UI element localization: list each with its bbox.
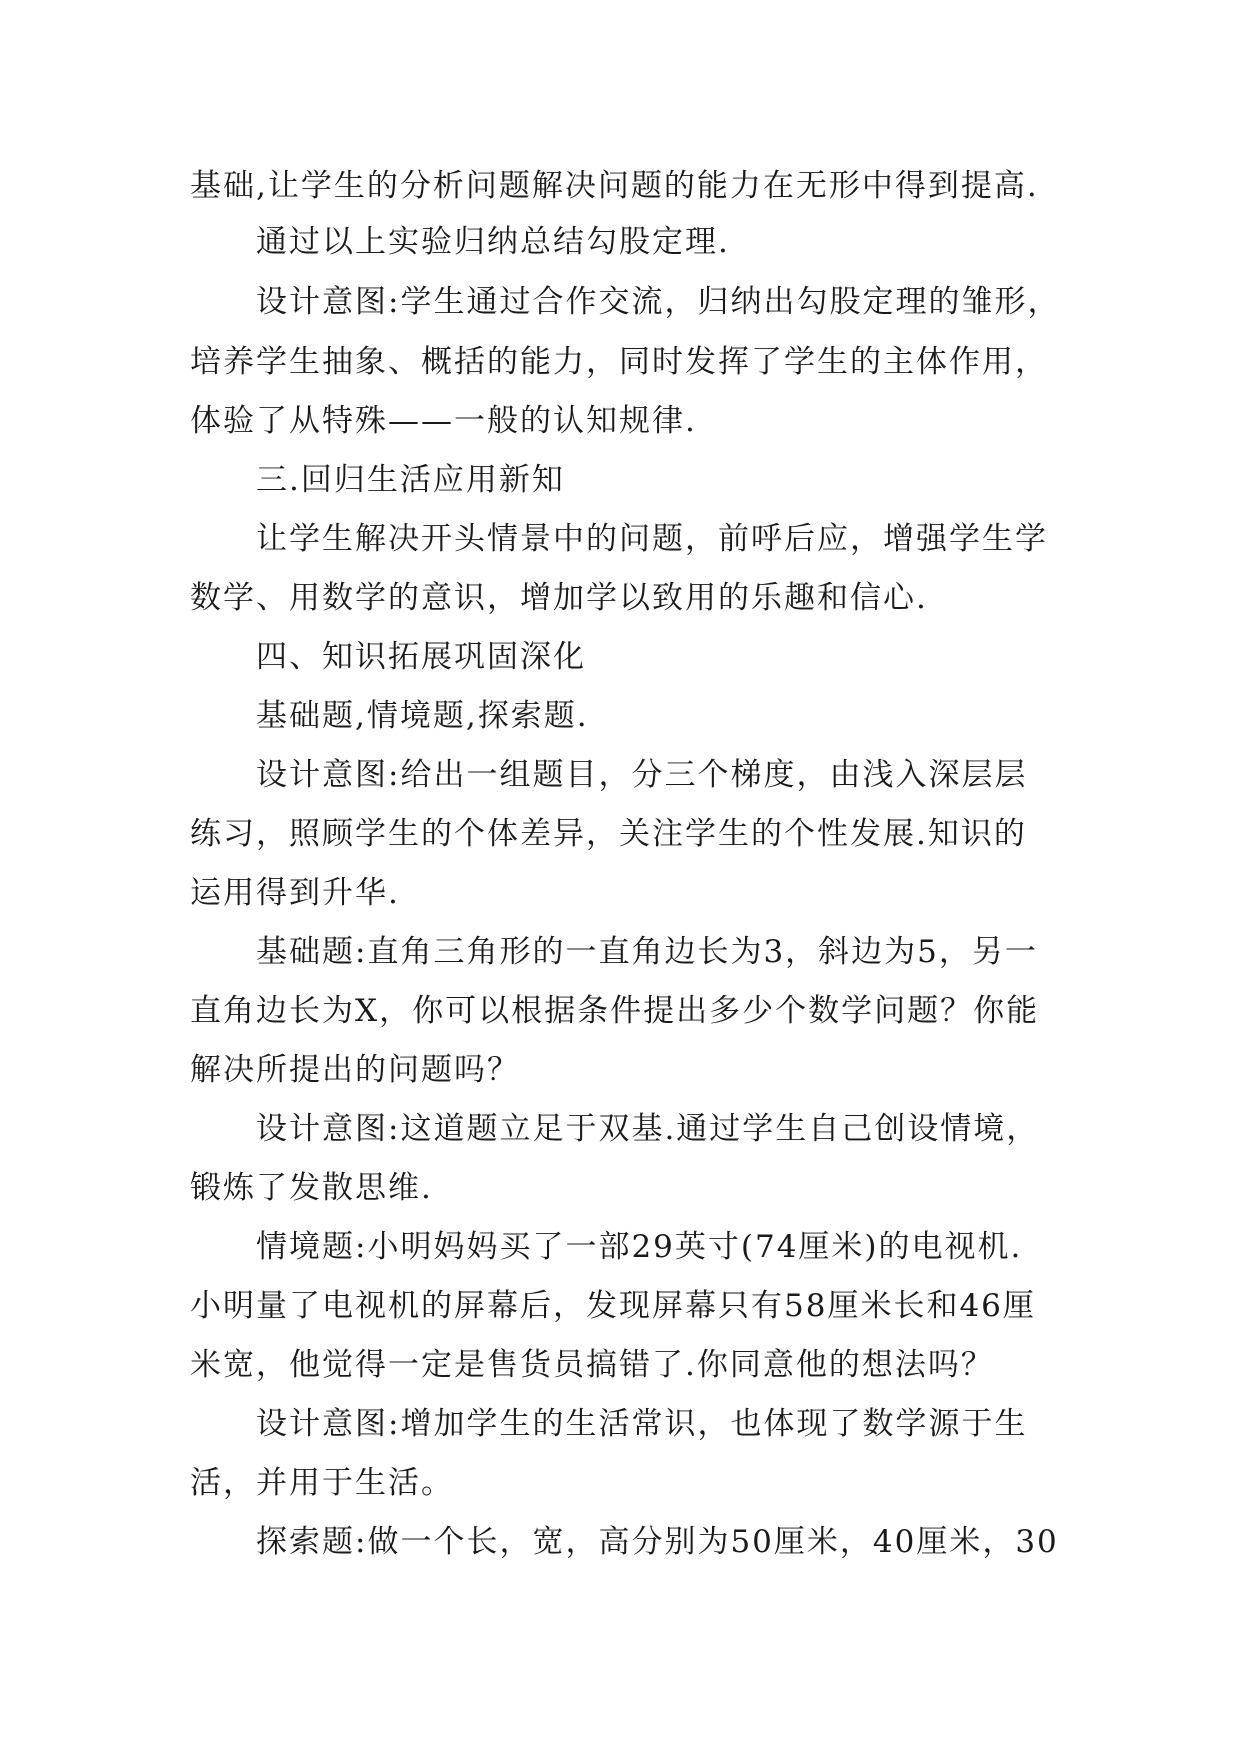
text-line-8: 数学、用数学的意识，增加学以致用的乐趣和信心. (190, 580, 928, 616)
text-line-20: 小明量了电视机的屏幕后，发现屏幕只有58厘米长和46厘 (190, 1288, 1036, 1324)
text-line-24: 探索题:做一个长，宽，高分别为50厘米，40厘米，30 (256, 1524, 1059, 1560)
text-line-16: 解决所提出的问题吗？ (190, 1052, 520, 1088)
text-line-7: 让学生解决开头情景中的问题，前呼后应，增强学生学 (256, 521, 1048, 557)
text-line-17: 设计意图:这道题立足于双基.通过学生自己创设情境， (256, 1111, 1040, 1147)
section-heading-4: 四、知识拓展巩固深化 (256, 639, 586, 675)
text-line-3: 设计意图:学生通过合作交流，归纳出勾股定理的雏形， (256, 284, 1061, 320)
text-line-19: 情境题:小明妈妈买了一部29英寸(74厘米)的电视机. (256, 1229, 1023, 1265)
text-line-11: 设计意图:给出一组题目，分三个梯度，由浅入深层层 (256, 757, 1028, 793)
text-line-4: 培养学生抽象、概括的能力，同时发挥了学生的主体作用， (190, 344, 1048, 380)
text-line-12: 练习，照顾学生的个体差异，关注学生的个性发展.知识的 (190, 816, 1027, 852)
section-heading-3: 三.回归生活应用新知 (256, 462, 565, 498)
text-line-21: 米宽，他觉得一定是售货员搞错了.你同意他的想法吗？ (190, 1347, 994, 1383)
text-line-23: 活，并用于生活。 (190, 1465, 454, 1501)
text-line-2: 通过以上实验归纳总结勾股定理. (256, 224, 730, 260)
text-line-14: 基础题:直角三角形的一直角边长为3，斜边为5，另一 (256, 934, 1038, 970)
text-line-5: 体验了从特殊——一般的认知规律. (190, 403, 697, 439)
text-line-1: 基础,让学生的分析问题解决问题的能力在无形中得到提高. (190, 168, 1039, 204)
text-line-22: 设计意图:增加学生的生活常识，也体现了数学源于生 (256, 1406, 1028, 1442)
text-line-18: 锻炼了发散思维. (190, 1170, 433, 1206)
text-line-10: 基础题,情境题,探索题. (256, 698, 589, 734)
text-line-13: 运用得到升华. (190, 875, 400, 911)
text-line-15: 直角边长为X，你可以根据条件提出多少个数学问题？你能 (190, 993, 1040, 1029)
